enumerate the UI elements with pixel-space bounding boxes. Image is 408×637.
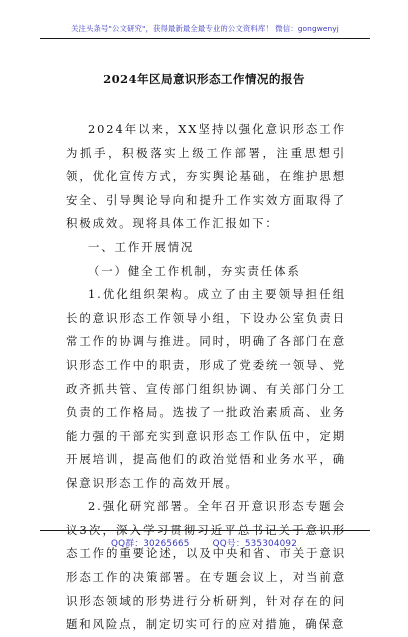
page-header-promo: 关注头条号"公文研究"，获得最新最全最专业的公文资料库！ 微信：gongwenyj <box>71 24 339 33</box>
page-footer <box>0 536 408 549</box>
qq-group-number: QQ群：30265665 <box>110 539 190 549</box>
document-title: 2024年区局意识形态工作情况的报告 <box>103 72 305 86</box>
qq-number: QQ号：535304092 <box>212 539 298 549</box>
item-paragraph-2: 2.强化研究部署。全年召开意识形态专题会议3次，深入学习贯彻习近平总书记关于意识形态工作的重要论述，以及中央和省、市关于意识形态工作的决策部署。在专题会议上，对当前意识形态领域的形势进行分析研判，针对存在的问题和风险点，制定切实可行的应对措施，确保意 <box>66 499 346 632</box>
subsection-heading: （一）健全工作机制，夯实责任体系 <box>88 263 301 278</box>
header-divider <box>40 38 370 39</box>
item-paragraph-1: 1.优化组织架构。成立了由主要领导担任组长的意识形态工作领导小组，下设办公室负责日常工作的协调与推进。同时，明确了各部门在意识形态工作中的职责，形成了党委统一领导、党政齐抓共管、宣传部门组织协调、有关部门分工负责的工作格局。选拔了一批政治素质高、业务能力强的干部充实到意识形态工作队伍中，定期开展培训，提高他们的政治觉悟和业务水平，确保意识形态工作的高效开展。 <box>66 287 346 490</box>
footer-divider <box>40 530 370 531</box>
section-heading: 一、工作开展情况 <box>88 240 195 254</box>
intro-paragraph: 2024年以来，XX坚持以强化意识形态工作为抓手，积极落实上级工作部署，注重思想引领，优化宣传方式，夯实舆论基础，在维护思想安全、引导舆论导向和提升工作实效方面取得了积极成效。现将具体工作汇报如下： <box>66 122 346 231</box>
